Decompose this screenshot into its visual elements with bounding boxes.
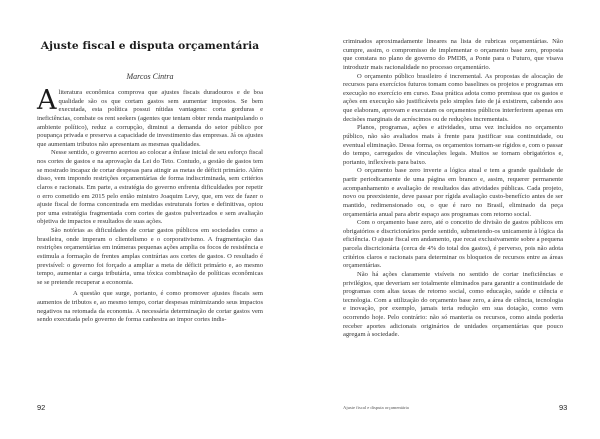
body-paragraph: Não há ações claramente visíveis no sentido de cortar ineficiências e privilégios, que deveriam ser totalmente eliminados para garantir a continuidade de programas com altas taxas de retorno social, como educação, saúde e ciência e tecnologia. Com a utilização do orçamento base zero, a área de ciência, tecnologia e inovação, por exemplo, jamais teria redução em sua dotação, como vem ocorrendo hoje. Pelo contrário: não só manteria os recursos, como ainda poderia receber aportes adicionais originários de unidades orçamentárias que pouco agregam à sociedade.: [343, 270, 563, 339]
body-paragraph: [37, 85, 263, 149]
body-paragraph: O orçamento base zero inverte a lógica atual e tem a grande qualidade de partir periodicamente de uma página em branco e, assim, requerer permanente acompanhamento e avaliação de resultados das atividades públicas. Cada projeto, novo ou preexistente, deve passar por rígida avaliação custo-benefício antes de ser mantido, redimensionado ou, o que é raro no Brasil, eliminado da peça orçamentária anual para abrir espaço aos programas com retorno social.: [343, 167, 563, 218]
page-number-left: 92: [37, 403, 46, 412]
body-paragraph: A questão que surge, portanto, é como promover ajustes fiscais sem aumentos de tributos e, ao mesmo tempo, cortar despesas minimizando seus impactos negativos na retomada da economia. A necessária determinação de cortar gastos vem sendo executada pelo governo de forma canhestra ao impor cortes indis-: [37, 290, 263, 324]
running-head: Ajuste fiscal e disputa orçamentária: [343, 405, 409, 410]
right-body-column: [343, 38, 563, 340]
left-body-column: [37, 85, 263, 325]
body-paragraph: Com o orçamento base zero, até o conceito de divisão de gastos públicos em obrigatórios e discricionários perde sentido, submetendo-os unicamente à lógica da eficiência. O ajuste fiscal em andamento, que recai exclusivamente sobre a pequena parcela discricionária (cerca de 4% do total dos gastos), é perverso, pois não adota critérios claros e racionais para determinar os bloqueios de recursos entre as áreas orçamentárias.: [343, 219, 563, 270]
body-paragraph: Planos, programas, ações e atividades, uma vez incluídos no orçamento público, não são avaliados mais à frente para justificar sua continuidade, ou eventual eliminação. Dessa forma, os orçamentos tornam-se rígidos e, com o passar do tempo, carregados de vinculações legais. Muitos se tornam obrigatórios e, portanto, inflexíveis para baixo.: [343, 124, 563, 166]
body-paragraph: São notórias as dificuldades de cortar gastos públicos em sociedades como a brasileira, onde imperam o clientelismo e o corporativismo. A fragmentação das restrições orçamentárias em inúmeras pequenas ações amplia os focos de resistência e estimula a formação de frentes amplas contrárias aos cortes de gastos. O resultado é previsível: o governo foi forçado a ampliar a meta de déficit primário e, ao mesmo tempo, aumentar a carga tributária, uma tóxica combinação de políticas econômicas se se pretende recuperar a economia.: [37, 227, 263, 286]
page-number-right: 93: [559, 403, 568, 412]
body-paragraph: Nesse sentido, o governo acertou ao colocar a ênfase inicial de seu esforço fiscal nos cortes de gastos e na aprovação da Lei do Teto. Contudo, a gestão de gastos tem se mostrado incapaz de cortar despesas para atingir as metas de déficit primário. Além disso, vem impondo restrições orçamentárias de forma indiscriminada, sem critérios claros e racionais. Em parte, a estratégia do governo enfrenta dificuldades por repetir o erro cometido em 2015 pelo então ministro Joaquim Levy, que, em vez de fazer o ajuste fiscal de forma concentrada em medidas estruturais fortes e definitivas, optou por uma estratégia fragmentada com cortes de gastos pulverizados e sem avaliação objetiva de impactos e resultados de suas ações.: [37, 149, 263, 226]
paragraph-text: literatura econômica comprova que ajustes fiscais duradouros e de boa qualidade são os que cortam gastos sem aumentar impostos. Se bem executada, esta política possui nítidas vantagens: corta gorduras e ineficiências, combate os rent seekers (agentes que tentam obter renda manipulando o ambiente político), reduz a corrupção, diminui a demanda do setor público por poupança privada e preserva a capacidade de investimento das empresas. Já os ajustes que aumentam tributos não apresentam as mesmas qualidades.: [37, 89, 263, 148]
body-paragraph: criminados aproximadamente lineares na lista de rubricas orçamentárias. Não cumpre, assim, o compromisso de implementar o orçamento base zero, proposta que constara no plano de governo do PMDB, a Ponte para o Futuro, que visava introduzir mais racionalidade no processo orçamentário.: [343, 38, 563, 71]
article-title: Ajuste fiscal e disputa orçamentária: [40, 40, 260, 52]
right-page: [300, 0, 600, 439]
author-name: Marcos Cintra: [126, 72, 174, 81]
drop-cap: A: [37, 85, 57, 116]
body-paragraph: O orçamento público brasileiro é incremental. As propostas de alocação de recursos para exercícios futuros tomam como baselines os projetos e programas em execução no exercício em curso. Essa prática adota como premissa que os gastos e ações em execução são justificáveis pelo simples fato de já existirem, cabendo aos que elaboram, aprovam e executam os orçamentos públicos interferirem apenas em decisões marginais de acréscimos ou de reduções incrementais.: [343, 72, 563, 123]
